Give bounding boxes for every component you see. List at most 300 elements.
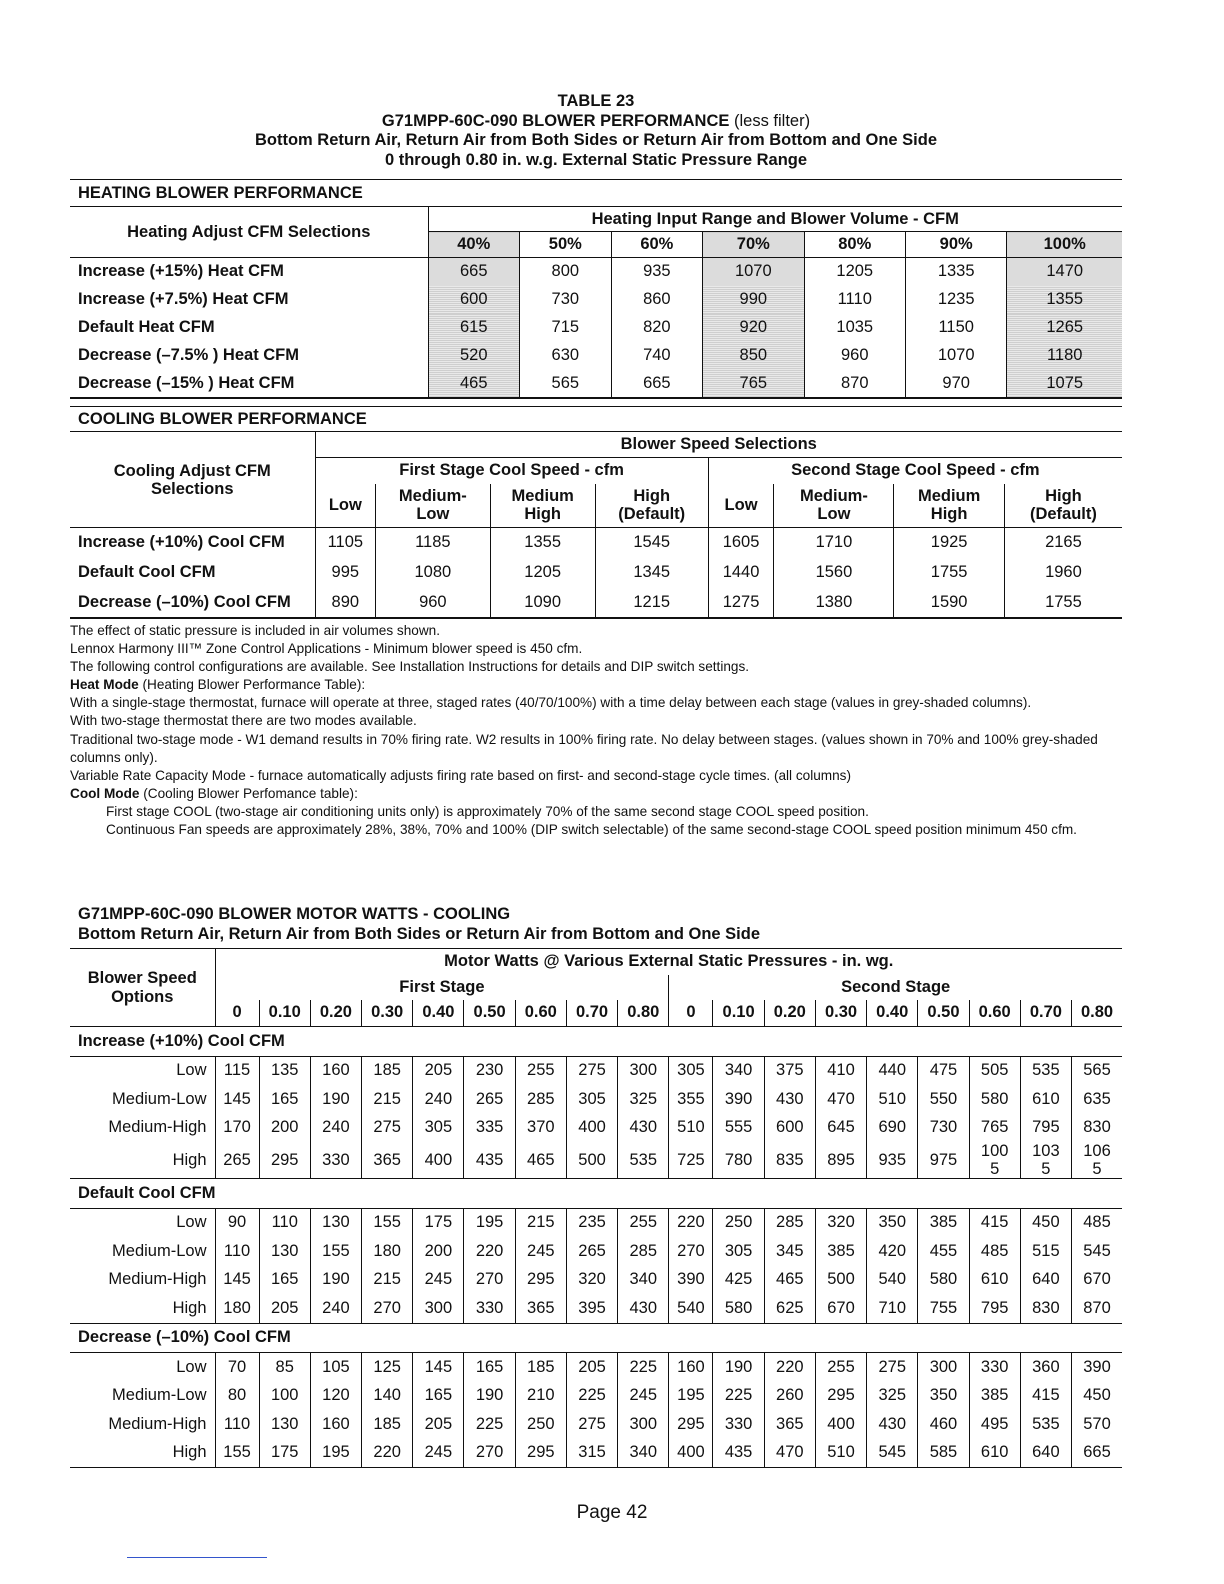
cooling-cell: 890 [315,588,376,619]
watts-cell: 205 [566,1353,617,1382]
watts-cell: 795 [1020,1114,1071,1143]
watts-cell: 725 [669,1142,713,1179]
pressure-header: 0.40 [413,1000,464,1027]
watts-cell: 365 [515,1294,566,1323]
watts-cell: 670 [1072,1266,1123,1295]
watts-cell: 255 [515,1056,566,1085]
heating-col-header: 70% [703,232,804,258]
watts-cell: 270 [464,1266,515,1295]
cooling-speed-header: High (Default) [1004,484,1122,528]
cooling-cell: 1755 [894,558,1004,588]
heating-cell: 520 [428,341,520,369]
watts-cell: 340 [618,1439,669,1468]
watts-cell: 110 [215,1410,259,1439]
watts-cell: 100 [259,1382,310,1411]
heating-cell: 1075 [1007,369,1122,398]
watts-row [70,1237,1122,1266]
watts-cell: 325 [618,1085,669,1114]
heating-cell: 465 [428,369,520,398]
watts-cell: 180 [215,1294,259,1323]
watts-cell: 190 [713,1353,764,1382]
watts-cell: 585 [918,1439,969,1468]
speed-label: Medium-Low [112,1241,207,1260]
heating-col-header: 50% [520,232,612,258]
watts-cell: 835 [764,1142,815,1179]
watts-cell: 830 [1020,1294,1071,1323]
watts-cell: 110 [259,1208,310,1237]
watts-cell: 470 [764,1439,815,1468]
watts-cell: 265 [464,1085,515,1114]
watts-group-row [70,1179,1122,1209]
cooling-speed-header: Medium- Low [376,484,490,528]
cooling-cell: 1275 [708,588,774,619]
watts-cell: 390 [669,1266,713,1295]
watts-cell: 350 [867,1208,918,1237]
watts-cell: 245 [413,1266,464,1295]
heating-row [70,286,1122,314]
watts-first-stage-header: First Stage [215,975,669,1000]
watts-cell: 895 [815,1142,866,1179]
note-static-pressure: The effect of static pressure is included in air volumes shown. [70,623,440,638]
heating-cell: 1205 [804,258,905,286]
blower-speed-header: Blower Speed Selections [315,432,1122,458]
cooling-cell: 1185 [376,528,490,558]
speed-label: Low [176,1213,207,1232]
watts-cell: 455 [918,1237,969,1266]
watts-cell: 230 [464,1056,515,1085]
watts-cell: 535 [618,1142,669,1179]
watts-cell: 305 [566,1085,617,1114]
watts-cell: 305 [669,1056,713,1085]
watts-group-label: Increase (+10%) Cool CFM [78,1031,285,1050]
watts-cell: 580 [918,1266,969,1295]
heating-cell: 990 [703,286,804,314]
watts-cell: 430 [618,1114,669,1143]
watts-cell: 265 [215,1142,259,1179]
pressure-header: 0.30 [815,1000,866,1027]
watts-cell: 465 [764,1266,815,1295]
watts-cell: 200 [259,1114,310,1143]
watts-cell: 430 [867,1410,918,1439]
watts-cell: 145 [215,1085,259,1114]
table-title [70,92,1122,170]
speed-label: Low [176,1061,207,1080]
heating-cell: 935 [611,258,703,286]
note-cool-mode: Cool Mode (Cooling Blower Perfomance table): [70,785,358,801]
watts-cell: 300 [618,1056,669,1085]
watts-cell: 165 [464,1353,515,1382]
watts-cell: 70 [215,1353,259,1382]
watts-cell: 240 [310,1114,361,1143]
watts-cell: 390 [1072,1353,1123,1382]
watts-cell: 755 [918,1294,969,1323]
watts-cell: 285 [764,1208,815,1237]
watts-cell: 505 [969,1056,1020,1085]
cooling-speed-header: Medium High [490,484,595,528]
heating-row-label: Decrease (–7.5% ) Heat CFM [78,345,300,364]
watts-cell: 515 [1020,1237,1071,1266]
watts-cell: 435 [713,1439,764,1468]
pressure-header: 0.40 [867,1000,918,1027]
cooling-cell: 960 [376,588,490,619]
watts-cell: 510 [669,1114,713,1143]
watts-cell: 535 [1020,1056,1071,1085]
watts-cell: 935 [867,1142,918,1179]
watts-cell: 275 [566,1056,617,1085]
watts-row [70,1085,1122,1114]
watts-cell: 450 [1072,1382,1123,1411]
watts-cell: 305 [413,1114,464,1143]
speed-label: High [172,1298,207,1317]
watts-cell: 625 [764,1294,815,1323]
pressure-header: 0.10 [259,1000,310,1027]
watts-cell: 270 [362,1294,413,1323]
watts-cell: 225 [464,1410,515,1439]
heating-row [70,314,1122,342]
pressure-header: 0.20 [310,1000,361,1027]
watts-cell: 190 [310,1085,361,1114]
watts-cell: 430 [764,1085,815,1114]
watts-cell: 160 [310,1056,361,1085]
watts-cell: 210 [515,1382,566,1411]
watts-cell: 155 [310,1237,361,1266]
pressure-header: 0.80 [1072,1000,1123,1027]
watts-cell: 110 [215,1237,259,1266]
note-two-stage: With two-stage thermostat there are two modes available. [70,713,417,729]
watts-cell: 440 [867,1056,918,1085]
heating-cell: 1150 [905,314,1006,342]
cooling-speed-header: Medium High [894,484,1004,528]
heating-section-title: HEATING BLOWER PERFORMANCE [70,180,1122,207]
watts-row [70,1410,1122,1439]
watts-cell: 175 [413,1208,464,1237]
cooling-cell: 1925 [894,528,1004,558]
heating-cell: 615 [428,314,520,342]
heating-cell: 870 [804,369,905,398]
cooling-speed-header: Low [708,484,774,528]
cooling-cell: 995 [315,558,376,588]
watts-cell: 385 [815,1237,866,1266]
watts-cell: 240 [413,1085,464,1114]
watts-second-stage-header: Second Stage [669,975,1122,1000]
heating-cell: 1180 [1007,341,1122,369]
watts-cell: 115 [215,1056,259,1085]
cooling-cell: 1355 [490,528,595,558]
watts-cell: 545 [1072,1237,1123,1266]
watts-cell: 340 [618,1266,669,1295]
pressure-header: 0 [669,1000,713,1027]
model-title: G71MPP-60C-090 BLOWER PERFORMANCE (less filter) [381,111,811,130]
watts-cell: 635 [1072,1085,1123,1114]
watts-cell: 780 [713,1142,764,1179]
watts-cell: 265 [566,1237,617,1266]
watts-cell: 130 [259,1237,310,1266]
heating-group-header: Heating Input Range and Blower Volume - CFM [428,207,1122,232]
watts-cell: 180 [362,1237,413,1266]
pressure-header: 0.70 [1020,1000,1071,1027]
cooling-cell: 1605 [708,528,774,558]
watts-cell: 640 [1020,1266,1071,1295]
watts-row [70,1266,1122,1295]
watts-cell: 580 [713,1294,764,1323]
watts-cell: 350 [918,1382,969,1411]
watts-cell: 545 [867,1439,918,1468]
pressure-header: 0.20 [764,1000,815,1027]
speed-label: Medium-High [108,1270,207,1289]
watts-cell: 195 [464,1208,515,1237]
watts-cell: 645 [815,1114,866,1143]
heating-cell: 970 [905,369,1006,398]
watts-cell: 330 [310,1142,361,1179]
watts-cell: 285 [618,1237,669,1266]
watts-cell: 540 [669,1294,713,1323]
cooling-cell: 1710 [774,528,894,558]
watts-cell: 450 [1020,1208,1071,1237]
watts-cell: 135 [259,1056,310,1085]
watts-cell: 195 [310,1439,361,1468]
heating-row [70,258,1122,286]
watts-cell: 300 [918,1353,969,1382]
watts-cell: 555 [713,1114,764,1143]
watts-cell: 335 [464,1114,515,1143]
watts-cell: 295 [515,1266,566,1295]
heating-cell: 1070 [703,258,804,286]
heating-col-header: 60% [611,232,703,258]
heating-cell: 800 [520,258,612,286]
watts-cell: 80 [215,1382,259,1411]
note-heat-mode: Heat Mode (Heating Blower Performance Table): [70,677,366,693]
watts-cell: 365 [362,1142,413,1179]
watts-cell: 170 [215,1114,259,1143]
watts-cell: 510 [815,1439,866,1468]
cooling-row [70,588,1122,619]
watts-cell: 410 [815,1056,866,1085]
watts-cell: 325 [867,1382,918,1411]
watts-cell: 415 [1020,1382,1071,1411]
watts-group-label: Decrease (–10%) Cool CFM [78,1328,291,1347]
cooling-row-label: Decrease (–10%) Cool CFM [78,592,291,611]
watts-cell: 430 [618,1294,669,1323]
watts-cell: 300 [618,1410,669,1439]
watts-cell: 165 [259,1266,310,1295]
watts-cell: 795 [969,1294,1020,1323]
watts-cell: 330 [969,1353,1020,1382]
watts-cell: 730 [918,1114,969,1143]
watts-cell: 360 [1020,1353,1071,1382]
watts-cell: 225 [713,1382,764,1411]
heating-cell: 1235 [905,286,1006,314]
watts-cell: 165 [413,1382,464,1411]
watts-cell: 270 [669,1237,713,1266]
watts-cell: 295 [815,1382,866,1411]
heating-cell: 1070 [905,341,1006,369]
watts-cell: 190 [310,1266,361,1295]
watts-cell: 215 [362,1266,413,1295]
watts-cell: 610 [1020,1085,1071,1114]
watts-cell: 375 [764,1056,815,1085]
watts-cell: 155 [362,1208,413,1237]
cooling-row [70,528,1122,558]
watts-cell: 395 [566,1294,617,1323]
watts-cell: 670 [815,1294,866,1323]
watts-cell: 870 [1072,1294,1123,1323]
cooling-speed-header: High (Default) [595,484,708,528]
watts-cell: 175 [259,1439,310,1468]
watts-cell: 165 [259,1085,310,1114]
watts-cell: 215 [515,1208,566,1237]
watts-cell: 130 [310,1208,361,1237]
watts-cell: 385 [969,1382,1020,1411]
watts-row [70,1439,1122,1468]
watts-cell: 600 [764,1114,815,1143]
watts-cell: 245 [515,1237,566,1266]
heating-col-header: 80% [804,232,905,258]
watts-cell: 245 [618,1382,669,1411]
note-continuous-fan: Continuous Fan speeds are approximately 28%, 38%, 70% and 100% (DIP switch selectable) of the same second-stage COOL speed position minimum 450 cfm. [106,822,1077,838]
watts-cell: 510 [867,1085,918,1114]
watts-cell: 225 [618,1353,669,1382]
watts-cell: 145 [413,1353,464,1382]
watts-cell: 710 [867,1294,918,1323]
speed-label: Medium-Low [112,1089,207,1108]
watts-cell: 185 [362,1410,413,1439]
watts-cell: 103 5 [1020,1142,1071,1179]
heating-row-label: Increase (+7.5%) Heat CFM [78,290,289,309]
speed-label: High [172,1150,207,1169]
watts-cell: 540 [867,1266,918,1295]
watts-cell: 130 [259,1410,310,1439]
watts-cell: 106 5 [1072,1142,1123,1179]
cooling-cell: 1215 [595,588,708,619]
watts-cell: 550 [918,1085,969,1114]
footer-link-line [127,1557,267,1558]
watts-cell: 570 [1072,1410,1123,1439]
watts-cell: 610 [969,1439,1020,1468]
watts-row [70,1382,1122,1411]
watts-cell: 125 [362,1353,413,1382]
cooling-cell: 1090 [490,588,595,619]
cooling-cell: 1205 [490,558,595,588]
watts-cell: 400 [815,1410,866,1439]
second-stage-header: Second Stage Cool Speed - cfm [708,458,1122,484]
heating-cell: 630 [520,341,612,369]
watts-cell: 320 [815,1208,866,1237]
watts-cell: 400 [413,1142,464,1179]
note-variable-rate: Variable Rate Capacity Mode - furnace automatically adjusts firing rate based on first- and second-stage cycle times. (all columns) [70,767,851,783]
heating-cell: 740 [611,341,703,369]
watts-cell: 270 [464,1439,515,1468]
watts-cell: 665 [1072,1439,1123,1468]
watts-row [70,1208,1122,1237]
watts-cell: 340 [713,1056,764,1085]
watts-cell: 295 [669,1410,713,1439]
table-number: TABLE 23 [557,92,635,110]
heating-blower-table [70,179,1122,399]
note-configurations: The following control configurations are available. See Installation Instructions for details and DIP switch settings. [70,659,750,675]
watts-cell: 640 [1020,1439,1071,1468]
heating-cell: 565 [520,369,612,398]
cooling-speed-header: Medium- Low [774,484,894,528]
pressure-header: 0.50 [918,1000,969,1027]
heating-cell: 860 [611,286,703,314]
speed-label: High [172,1443,207,1462]
cooling-cell: 1080 [376,558,490,588]
pressure-header: 0.60 [969,1000,1020,1027]
heating-row [70,341,1122,369]
pressure-header: 0.80 [618,1000,669,1027]
page-number: Page 42 [576,1502,648,1523]
watts-cell: 320 [566,1266,617,1295]
cooling-speed-header: Low [315,484,376,528]
watts-cell: 140 [362,1382,413,1411]
watts-cell: 195 [669,1382,713,1411]
watts-cell: 145 [215,1266,259,1295]
watts-cell: 105 [310,1353,361,1382]
cooling-row [70,558,1122,588]
watts-cell: 220 [362,1439,413,1468]
note-first-stage-cool: First stage COOL (two-stage air conditioning units only) is approximately 70% of the same second stage COOL speed position. [106,803,869,819]
watts-cell: 390 [713,1085,764,1114]
heating-cell: 1470 [1007,258,1122,286]
watts-cell: 400 [566,1114,617,1143]
watts-cell: 100 5 [969,1142,1020,1179]
watts-cell: 315 [566,1439,617,1468]
watts-cell: 220 [764,1353,815,1382]
watts-cell: 485 [969,1237,1020,1266]
motor-watts-table [70,948,1122,1468]
cooling-cell: 2165 [1004,528,1122,558]
cooling-cell: 1590 [894,588,1004,619]
watts-cell: 435 [464,1142,515,1179]
watts-cell: 365 [764,1410,815,1439]
pressure-range-subtitle: 0 through 0.80 in. w.g. External Static Pressure Range [384,150,808,169]
heating-cell: 850 [703,341,804,369]
watts-cell: 275 [362,1114,413,1143]
watts-cell: 355 [669,1085,713,1114]
watts-cell: 225 [566,1382,617,1411]
first-stage-header: First Stage Cool Speed - cfm [315,458,708,484]
heating-row-label: Increase (+15%) Heat CFM [78,262,284,281]
watts-cell: 185 [362,1056,413,1085]
heating-cell: 730 [520,286,612,314]
note-traditional-mode: Traditional two-stage mode - W1 demand results in 70% firing rate. W2 results in 100% firing rate. No delay between stages. (values shown in 70% and 100% grey-shaded columns only). [70,731,1098,765]
heating-cell: 1110 [804,286,905,314]
watts-cell: 500 [815,1266,866,1295]
heating-cell: 1355 [1007,286,1122,314]
watts-row [70,1114,1122,1143]
watts-cell: 485 [1072,1208,1123,1237]
watts-group-header: Motor Watts @ Various External Static Pressures - in. wg. [215,949,1122,975]
watts-cell: 90 [215,1208,259,1237]
watts-cell: 275 [566,1410,617,1439]
note-single-stage: With a single-stage thermostat, furnace will operate at three, staged rates (40/70/100%) with a time delay between each stage (values in grey-shaded columns). [70,695,1032,711]
cooling-cell: 1560 [774,558,894,588]
speed-label: Medium-Low [112,1386,207,1405]
watts-cell: 470 [815,1085,866,1114]
heating-cell: 820 [611,314,703,342]
watts-group-row [70,1323,1122,1353]
watts-cell: 330 [713,1410,764,1439]
watts-cell: 415 [969,1208,1020,1237]
watts-cell: 155 [215,1439,259,1468]
watts-group-label: Default Cool CFM [78,1183,216,1202]
watts-row-header: Blower Speed Options [70,949,215,1027]
watts-cell: 205 [413,1056,464,1085]
heating-cell: 665 [428,258,520,286]
heating-row [70,369,1122,398]
watts-cell: 85 [259,1353,310,1382]
watts-cell: 205 [259,1294,310,1323]
